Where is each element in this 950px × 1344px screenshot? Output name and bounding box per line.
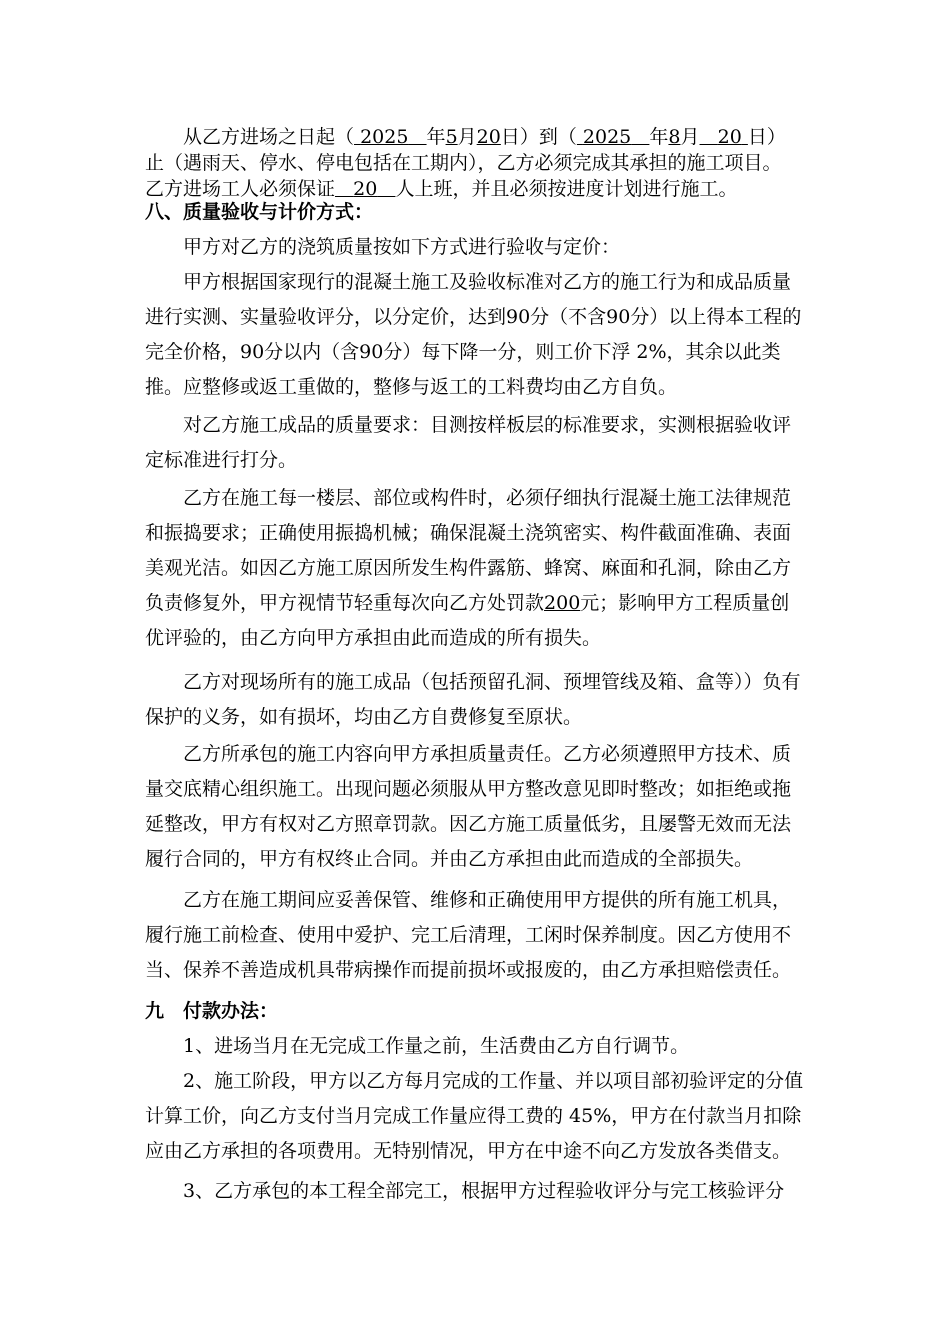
section-8-para-4: 乙方在施工每一楼层、部位或构件时，必须仔细执行混凝土施工法律规范和振捣要求；正确使用振捣机械；确保混凝土浇筑密实、构件截面准确、表面美观光洁。如因乙方施工原因所发生构件露筋、蜂窝、麻面和孔洞，除由乙方负责修复外，甲方视情节轻重每次向乙方处罚款200元；影响甲方工程质量创优评验的，由乙方向甲方承担由此而造成的所有损失。 [145, 487, 792, 649]
end-year: 2025 [582, 126, 632, 148]
section-8-para-7: 乙方在施工期间应妥善保管、维修和正确使用甲方提供的所有施工机具，履行施工前检查、使用中爱护、完工后清理，工闲时保养制度。因乙方使用不当、保养不善造成机具带病操作而提前损坏或报废的，由乙方承担赔偿责任。 [145, 889, 792, 981]
schedule-line-2: 止（遇雨天、停水、停电包括在工期内），乙方必须完成其承担的施工项目。 [145, 152, 782, 174]
start-day: 20 [476, 126, 501, 148]
schedule-paragraph [145, 124, 805, 202]
fine-amount: 200 [544, 592, 581, 614]
section-9-heading: 九 付款办法： [145, 1000, 279, 1022]
section-8-para-5: 乙方对现场所有的施工成品（包括预留孔洞、预埋管线及箱、盒等））负有保护的义务，如有损坏，均由乙方自费修复至原状。 [145, 671, 801, 728]
end-day: 20 [717, 126, 742, 148]
section-8-para-3: 对乙方施工成品的质量要求：目测按样板层的标准要求，实测根据验收评定标准进行打分。 [145, 414, 792, 471]
schedule-line-1: 从乙方进场之日起（ 2025 年5月20日）到（ 2025 年8月 20 日） [183, 126, 786, 148]
section-9-para-3: 3、乙方承包的本工程全部完工，根据甲方过程验收评分与完工核验评分 [183, 1180, 785, 1202]
schedule-line-3: 乙方进场工人必须保证 20 人上班，并且必须按进度计划进行施工。 [145, 178, 738, 200]
section-9-para-1: 1、进场当月在无完成工作量之前，生活费由乙方自行调节。 [183, 1035, 690, 1057]
section-8-para-1: 甲方对乙方的浇筑质量按如下方式进行验收与定价： [183, 236, 621, 258]
start-month: 5 [445, 126, 458, 148]
section-8-heading: 八、质量验收与计价方式： [145, 201, 374, 223]
end-month: 8 [668, 126, 681, 148]
section-8-para-2: 甲方根据国家现行的混凝土施工及验收标准对乙方的施工行为和成品质量进行实测、实量验收评分，以分定价，达到90分（不含90分）以上得本工程的完全价格，90分以内（含90分）每下降一分，则工价下浮 2%，其余以此类推。应整修或返工重做的，整修与返工的工料费均由乙方自负。 [145, 271, 802, 398]
start-year: 2025 [360, 126, 409, 148]
section-8-para-6: 乙方所承包的施工内容向甲方承担质量责任。乙方必须遵照甲方技术、质量交底精心组织施工。出现问题必须服从甲方整改意见即时整改；如拒绝或拖延整改，甲方有权对乙方照章罚款。因乙方施工质量低劣，且屡警无效而无法履行合同的，甲方有权终止合同。并由乙方承担由此而造成的全部损失。 [145, 743, 792, 870]
section-9-para-2: 2、施工阶段，甲方以乙方每月完成的工作量、并以项目部初验评定的分值计算工价，向乙方支付当月完成工作量应得工费的 45%，甲方在付款当月扣除应由乙方承担的各项费用。无特别情况，甲方在中途不向乙方发放各类借支。 [145, 1070, 804, 1162]
worker-count: 20 [353, 178, 378, 200]
